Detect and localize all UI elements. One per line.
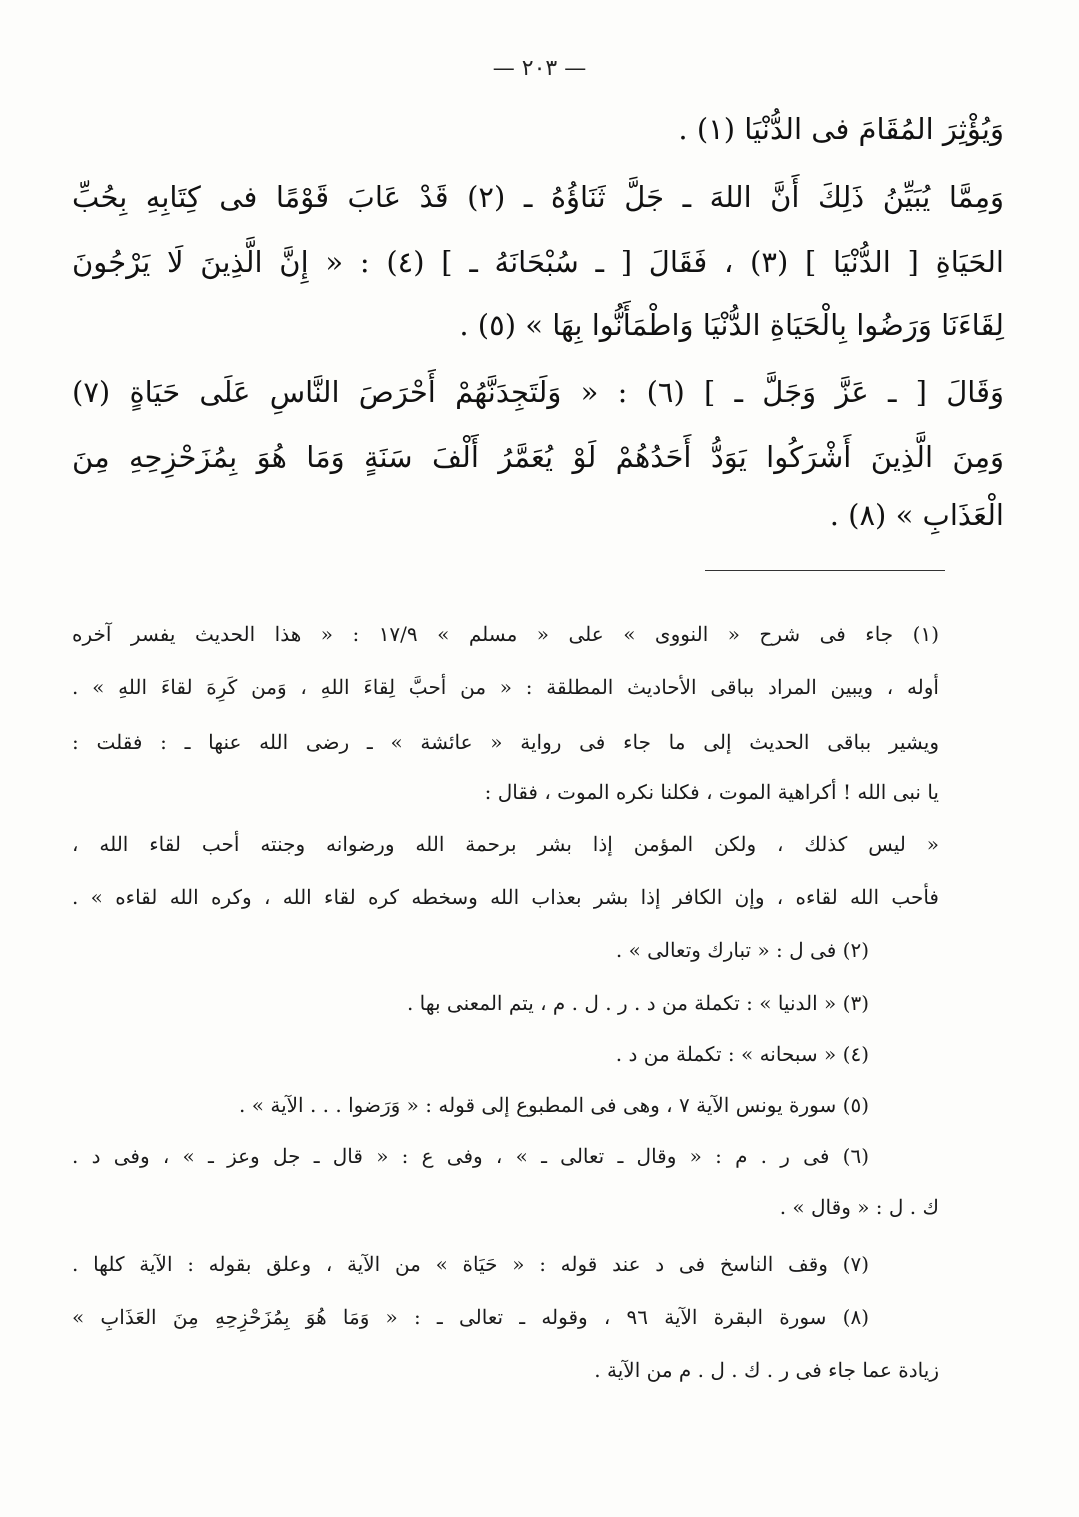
body-line: الْعَذَابِ » (٨) .	[829, 498, 1004, 532]
footnote-line: زيادة عما جاء فى ر . ك . ل . م من الآية .	[594, 1358, 939, 1382]
footnote-line: (٨) سورة البقرة الآية ٩٦ ، وقوله ـ تعالى ـ : « وَمَا هُوَ بِمُزَحْزِحِهِ مِنَ العَذَابِ »	[72, 1305, 869, 1329]
footnote-line: ك . ل : « وقال » .	[779, 1195, 939, 1219]
footnote-line: (١) جاء فى شرح « النووى » على « مسلم » ١٧/٩ : « هذا الحديث يفسر آخره	[72, 622, 940, 646]
footnote-line: ويشير بباقى الحديث إلى ما جاء فى رواية « عائشة » ـ رضى الله عنها ـ : فقلت :	[72, 730, 939, 754]
footnote-line: (٢) فى ل : « تبارك وتعالى » .	[615, 938, 869, 962]
footnote-line: (٤) « سبحانه » : تكملة من د .	[615, 1042, 869, 1066]
body-line: وَيُؤْثِرَ المُقَامَ فى الدُّنْيَا (١) .	[678, 112, 1004, 146]
footnote-divider	[705, 570, 945, 571]
footnote-line: أوله ، ويبين المراد بباقى الأحاديث المطلقة : « من أحبَّ لِقاءَ اللهِ ، وَمن كَرِهَ لقاءَ اللهِ » .	[72, 675, 939, 699]
body-line: لِقَاءَنَا وَرَضُوا بِالْحَيَاةِ الدُّنْيَا وَاطْمَأَنُّوا بِهَا » (٥) .	[459, 308, 1004, 342]
footnote-line: (٦) فى ر . م : « وقال ـ تعالى ـ » ، وفى ع : « قال ـ جل وعز ـ » ، وفى د .	[72, 1144, 869, 1168]
footnote-line: فأحب الله لقاءه ، وإن الكافر إذا بشر بعذاب الله وسخطه كره لقاء الله ، وكره الله لقاءه » .	[72, 885, 939, 909]
footnote-line: (٧) وقف الناسخ فى د عند قوله : « حَيَاة » من الآية ، وعلق بقوله : الآية كلها .	[72, 1252, 869, 1276]
page-number: — ٢٠٣ —	[492, 56, 587, 81]
footnote-line: (٣) « الدنيا » : تكملة من د . ر . ل . م ، يتم المعنى بها .	[406, 991, 869, 1015]
body-line: الحَيَاةِ [ الدُّنْيَا ] (٣) ، فَقَالَ [ ـ سُبْحَانَهُ ـ ] (٤) : « إِنَّ الَّذِينَ لَا يَرْجُونَ	[72, 245, 1004, 279]
body-line: وَمِمَّا يُبَيِّنُ ذَلِكَ أَنَّ اللهَ ـ جَلَّ ثَنَاؤُهُ ـ (٢) قَدْ عَابَ قَوْمًا فى كِتَابِهِ بِحُبِّ	[72, 180, 1004, 214]
footnote-line: « ليس كذلك ، ولكن المؤمن إذا بشر برحمة الله ورضوانه وجنته أحب لقاء الله ،	[72, 832, 939, 856]
body-line: وَقَالَ [ ـ عَزَّ وَجَلَّ ـ ] (٦) : « وَلَتَجِدَنَّهُمْ أَحْرَصَ النَّاسِ عَلَى حَيَاةٍ (٧)	[72, 375, 1004, 409]
body-line: وَمِنَ الَّذِينَ أَشْرَكُوا يَوَدُّ أَحَدُهُمْ لَوْ يُعَمَّرُ أَلْفَ سَنَةٍ وَمَا هُوَ بِمُزَحْزِحِهِ مِنَ	[72, 440, 1004, 474]
footnote-line: يا نبى الله ! أكراهية الموت ، فكلنا نكره الموت ، فقال :	[484, 780, 939, 804]
footnote-line: (٥) سورة يونس الآية ٧ ، وهى فى المطبوع إلى قوله : « وَرَضوا . . . الآية » .	[239, 1093, 869, 1117]
